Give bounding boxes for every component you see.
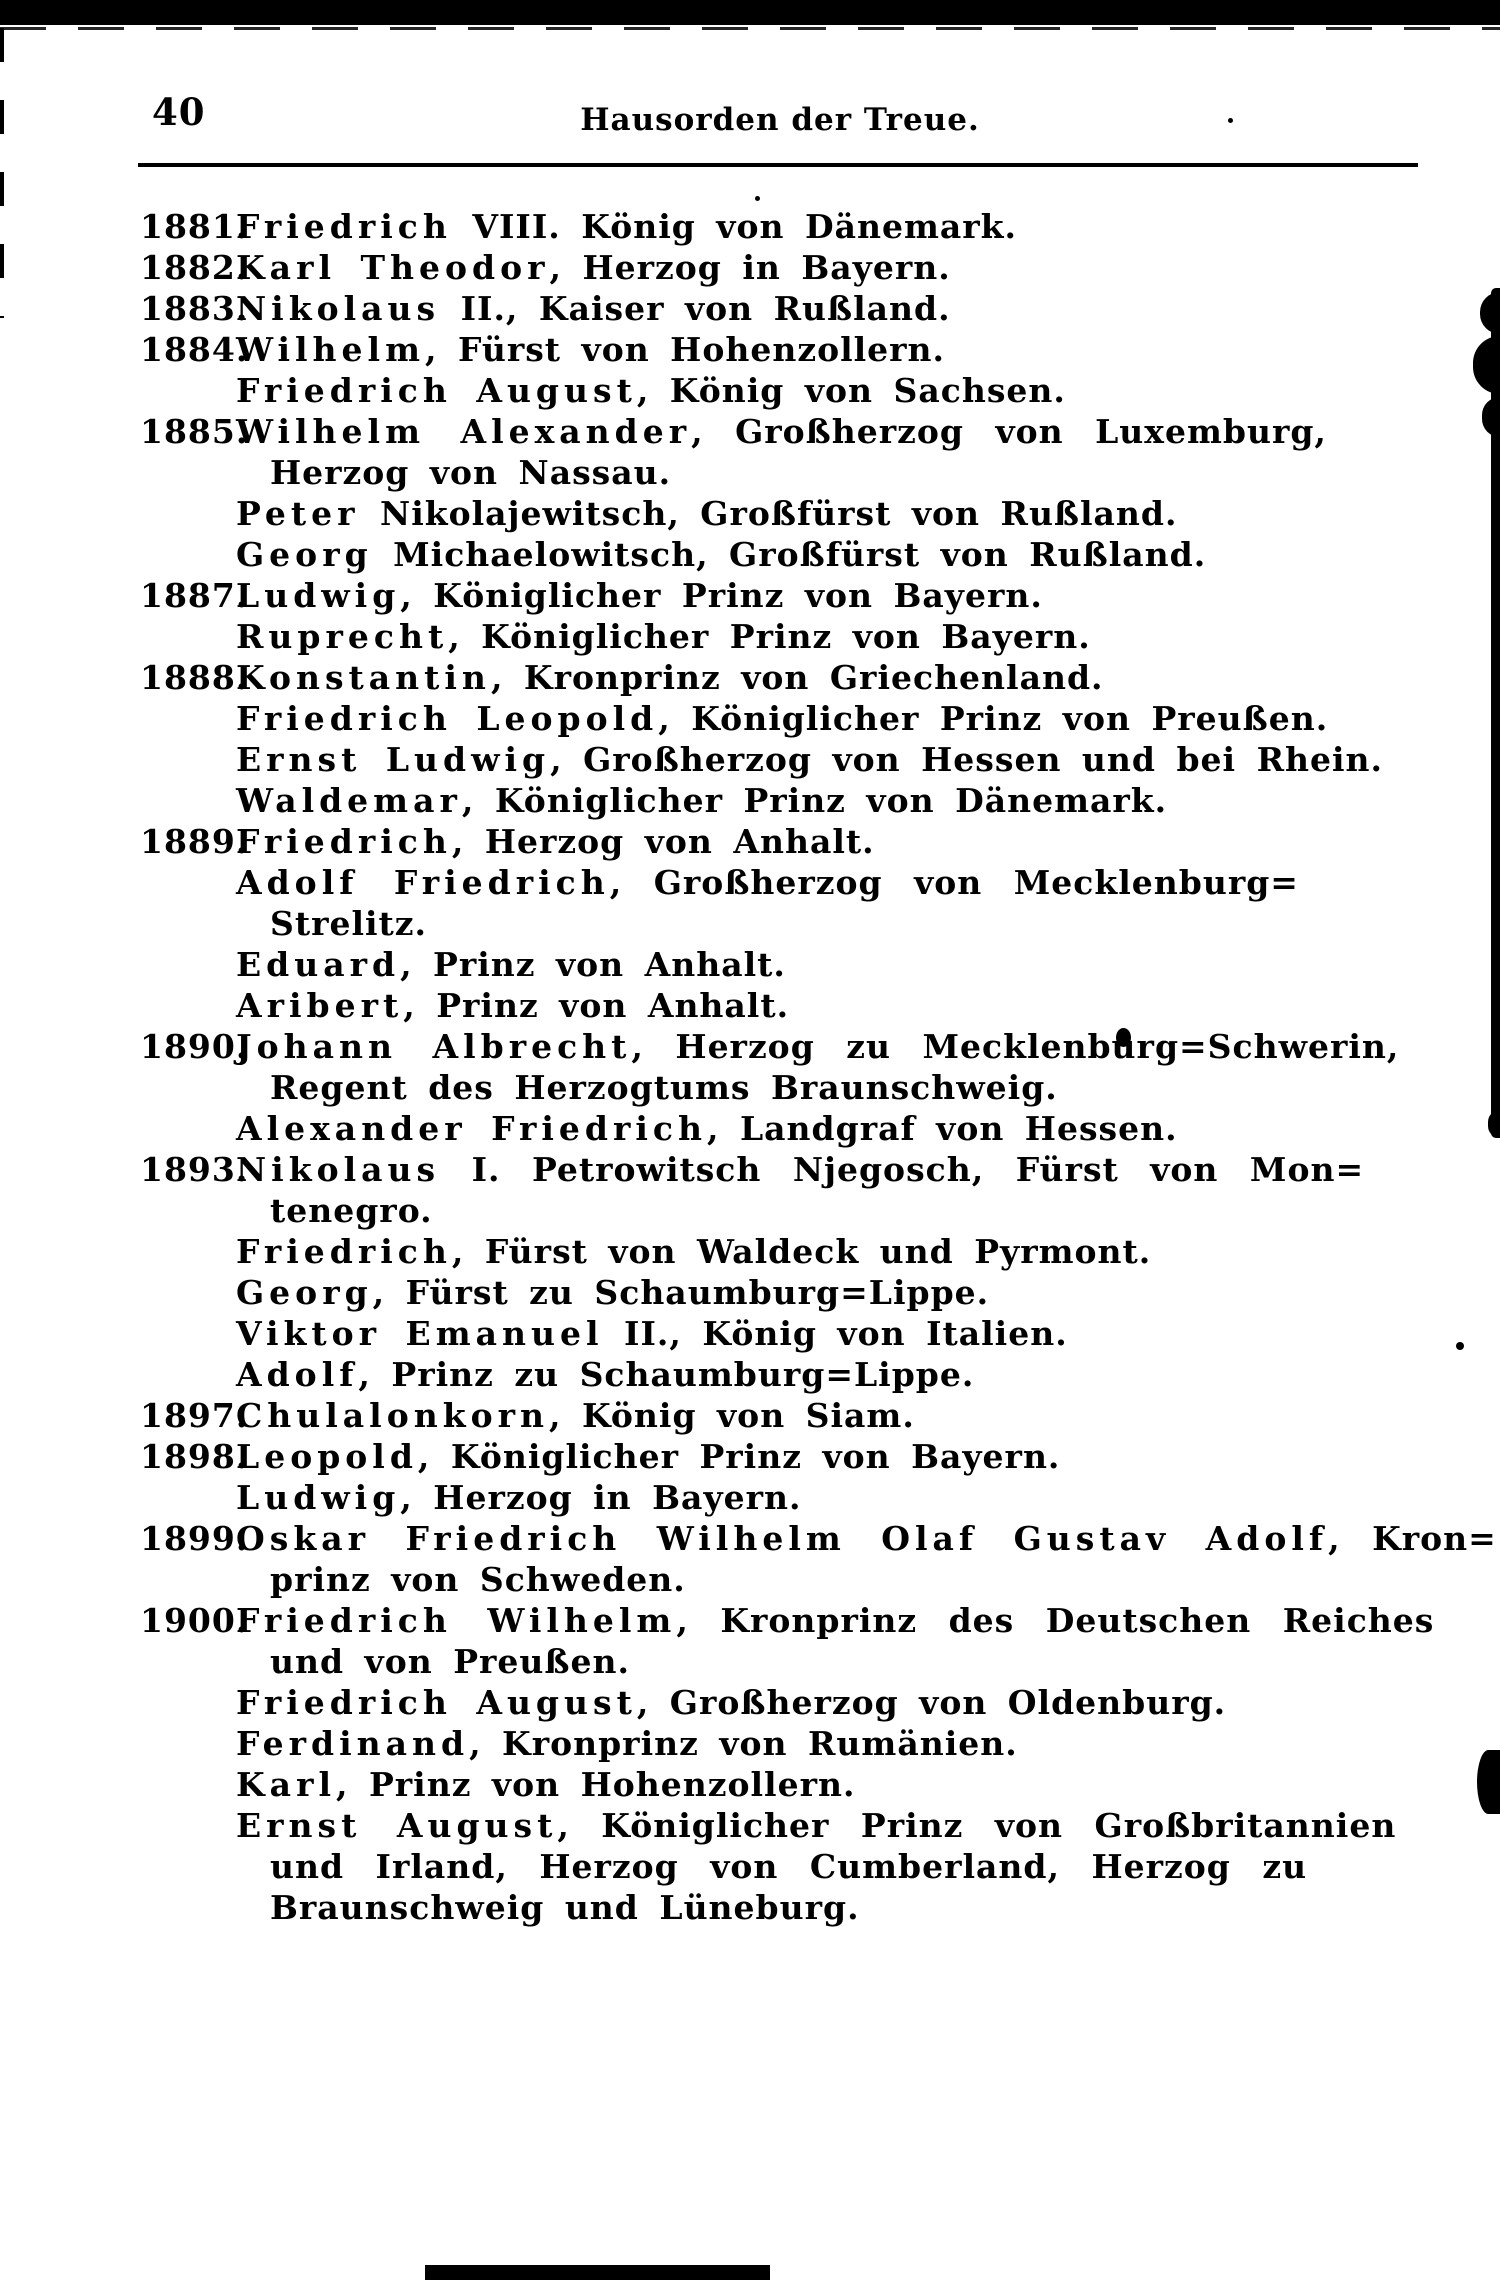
- entry-line: [140, 329, 1440, 370]
- entry-line: [140, 903, 1440, 944]
- entry-text: Georg, Fürst zu Schaumburg=Lippe.: [236, 1273, 990, 1312]
- recipient-name: Wilhelm: [236, 330, 425, 369]
- recipient-name: Alexander Friedrich: [236, 1109, 707, 1148]
- entry-text: Chulalonkorn, König von Siam.: [236, 1396, 915, 1435]
- recipient-name: Ludwig: [236, 576, 401, 615]
- recipient-name: Ernst Ludwig: [236, 740, 551, 779]
- scan-edge-top-dashes: [0, 27, 1500, 30]
- scan-edge-bottom-bar: [425, 2265, 770, 2280]
- recipient-name: Leopold: [236, 1437, 418, 1476]
- recipient-name: Wilhelm Alexander: [236, 412, 692, 451]
- entry-line: [140, 1559, 1440, 1600]
- entry-line: [140, 1067, 1440, 1108]
- entry-line: [140, 575, 1440, 616]
- entry-text: Alexander Friedrich, Landgraf von Hessen.: [236, 1109, 1178, 1148]
- recipient-name: Adolf: [236, 1355, 359, 1394]
- entry-line: [140, 1887, 1440, 1928]
- entry-line: [140, 1641, 1440, 1682]
- entry-year: 1897.: [140, 1396, 249, 1435]
- entry-line: [140, 452, 1440, 493]
- recipient-name: Karl: [236, 1765, 336, 1804]
- recipient-name: Friedrich Leopold: [236, 699, 659, 738]
- recipient-name: Ludwig: [236, 1478, 401, 1517]
- entry-year: 1890.: [140, 1027, 249, 1066]
- entry-year: 1881.: [140, 207, 249, 246]
- entry-list: [140, 206, 1497, 1928]
- header-rule: [138, 163, 1418, 167]
- page-number: 40: [152, 90, 206, 134]
- recipient-name: Georg: [236, 535, 373, 574]
- entry-text: Waldemar, Königlicher Prinz von Dänemark.: [236, 781, 1168, 820]
- scan-edge-right-bump: [1473, 336, 1500, 394]
- entry-text: Nikolaus I. Petrowitsch Njegosch, Fürst von Mon=: [236, 1150, 1365, 1189]
- entry-text: Leopold, Königlicher Prinz von Bayern.: [236, 1437, 1061, 1476]
- entry-year: 1899.: [140, 1519, 249, 1558]
- entry-text: Friedrich VIII. König von Dänemark.: [236, 207, 1017, 246]
- entry-line: [140, 698, 1440, 739]
- entry-text: Viktor Emanuel II., König von Italien.: [236, 1314, 1068, 1353]
- entry-text: Ernst Ludwig, Großherzog von Hessen und bei Rhein.: [236, 740, 1384, 779]
- scan-edge-left-dashes: [0, 28, 4, 318]
- entry-text: Wilhelm Alexander, Großherzog von Luxemburg,: [236, 412, 1327, 451]
- entry-year: 1898.: [140, 1437, 249, 1476]
- recipient-name: Johann Albrecht: [236, 1027, 632, 1066]
- entry-line: [140, 1600, 1440, 1641]
- recipient-name: Nikolaus: [236, 289, 441, 328]
- entry-text: Friedrich, Fürst von Waldeck und Pyrmont.: [236, 1232, 1152, 1271]
- entry-year: 1888.: [140, 658, 249, 697]
- entry-year: 1883.: [140, 289, 249, 328]
- entry-text: Nikolaus II., Kaiser von Rußland.: [236, 289, 951, 328]
- entry-line: [140, 370, 1440, 411]
- entry-text: Friedrich August, König von Sachsen.: [236, 371, 1066, 410]
- entry-text: prinz von Schweden.: [270, 1560, 686, 1599]
- recipient-name: Friedrich: [236, 822, 452, 861]
- entry-line: [140, 1723, 1440, 1764]
- entry-line: [140, 1272, 1440, 1313]
- entry-year: 1887.: [140, 576, 249, 615]
- entry-year: 1884.: [140, 330, 249, 369]
- entry-text: Friedrich Wilhelm, Kronprinz des Deutschen Reiches: [236, 1601, 1435, 1640]
- recipient-name: Ferdinand: [236, 1724, 470, 1763]
- entry-line: [140, 493, 1440, 534]
- entry-line: [140, 1149, 1440, 1190]
- entry-line: [140, 1354, 1440, 1395]
- recipient-name: Friedrich Wilhelm: [236, 1601, 677, 1640]
- scan-edge-right-bump: [1488, 1110, 1500, 1138]
- entry-line: [140, 1846, 1440, 1887]
- scan-edge-right-bump: [1480, 292, 1500, 334]
- entry-year: 1893.: [140, 1150, 249, 1189]
- entry-text: Johann Albrecht, Herzog zu Mecklenburg=Schwerin,: [236, 1027, 1400, 1066]
- recipient-name: Friedrich August: [236, 1683, 637, 1722]
- entry-text: Herzog von Nassau.: [270, 453, 672, 492]
- recipient-name: Friedrich August: [236, 371, 637, 410]
- recipient-name: Waldemar: [236, 781, 462, 820]
- recipient-name: Nikolaus: [236, 1150, 441, 1189]
- entry-line: [140, 1764, 1440, 1805]
- entry-line: [140, 411, 1440, 452]
- entry-text: Ruprecht, Königlicher Prinz von Bayern.: [236, 617, 1091, 656]
- recipient-name: Oskar Friedrich Wilhelm Olaf Gustav Adolf: [236, 1519, 1329, 1558]
- entry-text: und Irland, Herzog von Cumberland, Herzog zu: [270, 1847, 1308, 1886]
- entry-text: Georg Michaelowitsch, Großfürst von Rußland.: [236, 535, 1207, 574]
- entry-line: [140, 1805, 1440, 1846]
- entry-line: [140, 206, 1440, 247]
- entry-text: tenegro.: [270, 1191, 433, 1230]
- recipient-name: Karl Theodor: [236, 248, 550, 287]
- entry-text: Friedrich Leopold, Königlicher Prinz von Preußen.: [236, 699, 1329, 738]
- entry-line: [140, 1436, 1440, 1477]
- entry-line: [140, 1108, 1440, 1149]
- entry-text: Ludwig, Königlicher Prinz von Bayern.: [236, 576, 1043, 615]
- entry-text: Karl Theodor, Herzog in Bayern.: [236, 248, 951, 287]
- entry-line: [140, 985, 1440, 1026]
- entry-text: Braunschweig und Lüneburg.: [270, 1888, 860, 1927]
- entry-line: [140, 616, 1440, 657]
- recipient-name: Friedrich: [236, 207, 452, 246]
- entry-text: Ferdinand, Kronprinz von Rumänien.: [236, 1724, 1018, 1763]
- recipient-name: Konstantin: [236, 658, 491, 697]
- entry-text: Karl, Prinz von Hohenzollern.: [236, 1765, 856, 1804]
- entry-text: Regent des Herzogtums Braunschweig.: [270, 1068, 1058, 1107]
- entry-line: [140, 1477, 1440, 1518]
- recipient-name: Friedrich: [236, 1232, 452, 1271]
- entry-text: Strelitz.: [270, 904, 428, 943]
- recipient-name: Adolf Friedrich: [236, 863, 610, 902]
- entry-text: Ludwig, Herzog in Bayern.: [236, 1478, 802, 1517]
- entry-line: [140, 288, 1440, 329]
- ink-spot: [1456, 1342, 1464, 1350]
- scan-edge-top: [0, 0, 1500, 25]
- scan-edge-right-blob: [1477, 1750, 1500, 1814]
- entry-line: [140, 247, 1440, 288]
- entry-line: [140, 1026, 1440, 1067]
- entry-line: [140, 944, 1440, 985]
- entry-text: Peter Nikolajewitsch, Großfürst von Rußland.: [236, 494, 1178, 533]
- entry-line: [140, 657, 1440, 698]
- entry-line: [140, 1190, 1440, 1231]
- scan-edge-right-bump: [1482, 397, 1500, 437]
- recipient-name: Peter: [236, 494, 360, 533]
- recipient-name: Eduard: [236, 945, 401, 984]
- entry-text: Ernst August, Königlicher Prinz von Großbritannien: [236, 1806, 1397, 1845]
- entry-year: 1885.: [140, 412, 249, 451]
- entry-text: und von Preußen.: [270, 1642, 630, 1681]
- entry-line: [140, 821, 1440, 862]
- entry-text: Wilhelm, Fürst von Hohenzollern.: [236, 330, 946, 369]
- recipient-name: Chulalonkorn: [236, 1396, 549, 1435]
- entry-line: [140, 534, 1440, 575]
- entry-line: [140, 1518, 1497, 1559]
- entry-line: [140, 1682, 1440, 1723]
- recipient-name: Ernst August: [236, 1806, 558, 1845]
- recipient-name: Ruprecht: [236, 617, 449, 656]
- entry-line: [140, 862, 1440, 903]
- entry-text: Adolf, Prinz zu Schaumburg=Lippe.: [236, 1355, 975, 1394]
- recipient-name: Viktor Emanuel: [236, 1314, 604, 1353]
- recipient-name: Aribert: [236, 986, 404, 1025]
- ink-spot: [755, 196, 760, 201]
- entry-text: Oskar Friedrich Wilhelm Olaf Gustav Adolf, Kron=: [236, 1519, 1497, 1558]
- entry-text: Friedrich, Herzog von Anhalt.: [236, 822, 875, 861]
- entry-text: Konstantin, Kronprinz von Griechenland.: [236, 658, 1104, 697]
- entry-year: 1882.: [140, 248, 249, 287]
- recipient-name: Georg: [236, 1273, 373, 1312]
- entry-text: Friedrich August, Großherzog von Oldenburg.: [236, 1683, 1227, 1722]
- entry-text: Eduard, Prinz von Anhalt.: [236, 945, 786, 984]
- entry-line: [140, 1313, 1440, 1354]
- entry-line: [140, 780, 1440, 821]
- running-header: Hausorden der Treue.: [580, 102, 980, 138]
- entry-line: [140, 1231, 1440, 1272]
- entry-line: [140, 1395, 1440, 1436]
- entry-text: Adolf Friedrich, Großherzog von Mecklenburg=: [236, 863, 1299, 902]
- entry-year: 1889.: [140, 822, 249, 861]
- entry-text: Aribert, Prinz von Anhalt.: [236, 986, 790, 1025]
- entry-line: [140, 739, 1440, 780]
- entry-year: 1900.: [140, 1601, 249, 1640]
